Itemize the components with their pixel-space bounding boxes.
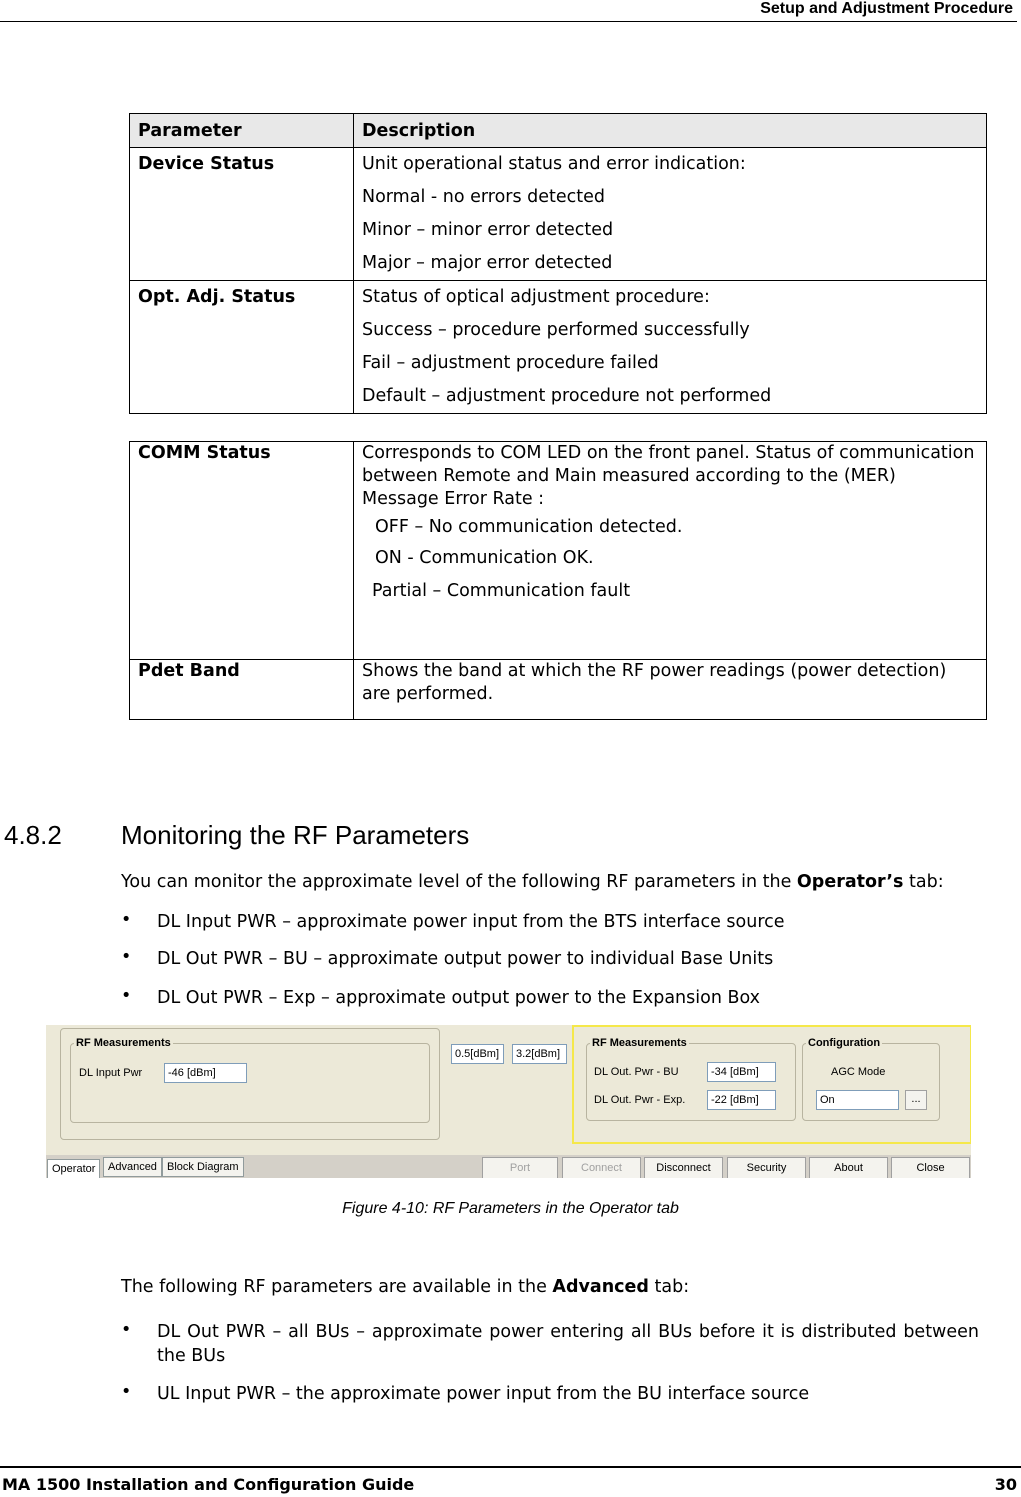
bullet-icon: • xyxy=(121,1320,132,1340)
disconnect-button[interactable]: Disconnect xyxy=(644,1157,723,1178)
rf-measurements-group xyxy=(70,1043,430,1123)
parameter-table-continued xyxy=(129,441,987,720)
configuration-title: Configuration xyxy=(808,1037,881,1049)
page-number: 30 xyxy=(994,1475,1017,1494)
intro-paragraph-2 xyxy=(121,1277,689,1297)
page-footer-rule xyxy=(0,1466,1021,1468)
footer-title: MA 1500 Installation and Configuration Guide xyxy=(2,1475,415,1494)
param-description xyxy=(354,442,987,660)
desc-text: Corresponds to COM LED on the front panel. Status of communication between Remote and Main measured according to the (MER) Message Error Rate : xyxy=(362,443,975,509)
header-title: Setup and Adjustment Procedure xyxy=(760,0,1013,17)
table-row xyxy=(130,442,987,660)
intro-text: The following RF parameters are available in the xyxy=(121,1277,553,1297)
section-number: 4.8.2 xyxy=(4,820,62,850)
agc-mode-select[interactable]: On xyxy=(816,1090,899,1110)
desc-line: Default – adjustment procedure not performed xyxy=(362,386,772,406)
intro-text-end: tab: xyxy=(903,872,944,892)
intro-text-end: tab: xyxy=(648,1277,690,1297)
about-button[interactable]: About xyxy=(809,1157,888,1178)
section-title: Monitoring the RF Parameters xyxy=(121,820,470,850)
desc-line: Normal - no errors detected xyxy=(362,187,606,207)
bullet-text: DL Input PWR – approximate power input from the BTS interface source xyxy=(157,912,785,932)
table-header-row xyxy=(130,114,987,148)
dl-input-label: DL Input Pwr xyxy=(79,1067,143,1079)
close-button[interactable]: Close xyxy=(891,1157,970,1178)
bu-label: DL Out. Pwr - BU xyxy=(594,1066,679,1078)
col-parameter: Parameter xyxy=(130,114,354,148)
bullet-text: UL Input PWR – the approximate power input from the BU interface source xyxy=(157,1384,810,1404)
table-row xyxy=(130,281,987,414)
param-name: Device Status xyxy=(130,148,354,281)
value-box-b: 3.2[dBm] xyxy=(512,1044,567,1064)
bullet-icon: • xyxy=(121,1382,132,1402)
rf-measurements-title-2: RF Measurements xyxy=(592,1037,687,1049)
desc-line: Unit operational status and error indication: xyxy=(362,154,746,174)
rf-measurements-title: RF Measurements xyxy=(76,1037,171,1049)
param-name: COMM Status xyxy=(130,442,354,660)
intro-bold: Advanced xyxy=(552,1277,649,1297)
value-box-a: 0.5[dBm] xyxy=(451,1044,504,1064)
section-heading xyxy=(4,820,469,851)
param-name: Pdet Band xyxy=(130,660,354,720)
tab-advanced[interactable]: Advanced xyxy=(103,1157,162,1177)
operator-tab-screenshot xyxy=(46,1025,971,1178)
connect-button[interactable]: Connect xyxy=(562,1157,641,1178)
intro-paragraph xyxy=(121,872,944,892)
desc-line: OFF – No communication detected. xyxy=(375,517,683,537)
page-header xyxy=(0,0,1017,22)
parameter-table xyxy=(129,113,987,414)
table-row xyxy=(130,148,987,281)
bullet-text: DL Out PWR – all BUs – approximate power entering all BUs before it is distributed between the BUs xyxy=(157,1322,979,1366)
param-name: Opt. Adj. Status xyxy=(130,281,354,414)
agc-more-button[interactable]: ... xyxy=(905,1090,927,1110)
tab-operator[interactable]: Operator xyxy=(47,1159,100,1178)
desc-line: Success – procedure performed successfully xyxy=(362,320,750,340)
agc-label: AGC Mode xyxy=(831,1066,886,1078)
bu-value: -34 [dBm] xyxy=(707,1062,776,1082)
param-description xyxy=(354,148,987,281)
desc-line: Status of optical adjustment procedure: xyxy=(362,287,710,307)
desc-line: Major – major error detected xyxy=(362,253,613,273)
col-description: Description xyxy=(354,114,987,148)
desc-line: Minor – minor error detected xyxy=(362,220,614,240)
param-description xyxy=(354,281,987,414)
exp-label: DL Out. Pwr - Exp. xyxy=(594,1094,686,1106)
bullet-icon: • xyxy=(121,986,132,1006)
intro-text: You can monitor the approximate level of the following RF parameters in the xyxy=(121,872,797,892)
bullet-icon: • xyxy=(121,910,132,930)
tab-block-diagram[interactable]: Block Diagram xyxy=(162,1157,244,1177)
bullet-text: DL Out PWR – BU – approximate output power to individual Base Units xyxy=(157,949,774,969)
bullet-icon: • xyxy=(121,947,132,967)
bullet-text: DL Out PWR – Exp – approximate output power to the Expansion Box xyxy=(157,988,761,1008)
table-row xyxy=(130,660,987,720)
desc-line: Partial – Communication fault xyxy=(372,581,631,601)
port-button[interactable]: Port xyxy=(482,1157,558,1178)
desc-line: Fail – adjustment procedure failed xyxy=(362,353,659,373)
figure-caption: Figure 4-10: RF Parameters in the Operator tab xyxy=(342,1200,679,1217)
param-description: Shows the band at which the RF power readings (power detection) are performed. xyxy=(354,660,987,720)
intro-bold: Operator’s xyxy=(796,872,904,892)
security-button[interactable]: Security xyxy=(727,1157,806,1178)
exp-value: -22 [dBm] xyxy=(707,1090,776,1110)
dl-input-value: -46 [dBm] xyxy=(164,1063,247,1083)
desc-line: ON - Communication OK. xyxy=(375,548,594,568)
